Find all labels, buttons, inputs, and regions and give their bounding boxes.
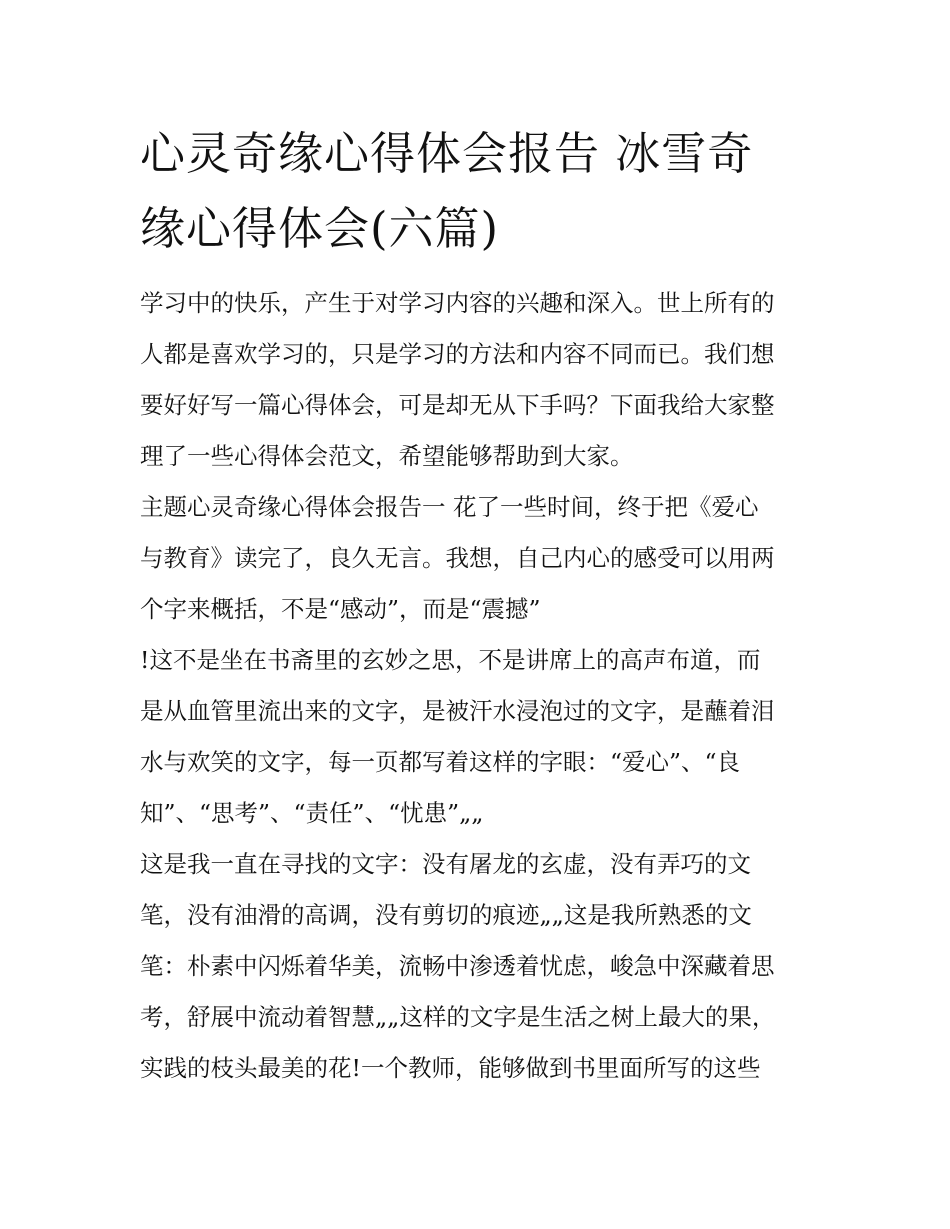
body-line: 个字来概括，不是“感动”，而是“震撼” bbox=[140, 595, 541, 623]
body-line: 笔，没有油滑的高调，没有剪切的痕迹„„这是我所熟悉的文 bbox=[140, 901, 752, 929]
body-line: 人都是喜欢学习的，只是学习的方法和内容不同而已。我们想 bbox=[140, 340, 775, 368]
body-line: 考，舒展中流动着智慧„„这样的文字是生活之树上最大的果， bbox=[140, 1003, 776, 1031]
title-line: 心灵奇缘心得体会报告 冰雪奇 bbox=[140, 127, 754, 180]
body-line: !这不是坐在书斋里的玄妙之思，不是讲席上的高声布道，而 bbox=[140, 646, 761, 674]
body-line: 主题心灵奇缘心得体会报告一 花了一些时间，终于把《爱心 bbox=[140, 493, 759, 521]
body-line: 水与欢笑的文字，每一页都写着这样的字眼：“爱心”、“良 bbox=[140, 748, 741, 776]
body-line: 学习中的快乐，产生于对学习内容的兴趣和深入。世上所有的 bbox=[140, 289, 775, 317]
body-line: 是从血管里流出来的文字，是被汗水浸泡过的文字，是蘸着泪 bbox=[140, 697, 775, 725]
body-line: 实践的枝头最美的花!一个教师，能够做到书里面所写的这些 bbox=[140, 1054, 761, 1082]
body-line: 要好好写一篇心得体会，可是却无从下手吗？下面我给大家整 bbox=[140, 391, 775, 419]
document-body bbox=[140, 278, 820, 1094]
title-line: 缘心得体会(六篇) bbox=[140, 202, 500, 255]
body-line: 这是我一直在寻找的文字：没有屠龙的玄虚，没有弄巧的文 bbox=[140, 850, 751, 878]
body-line: 笔：朴素中闪烁着华美，流畅中渗透着忧虑，峻急中深藏着思 bbox=[140, 952, 775, 980]
body-line: 理了一些心得体会范文，希望能够帮助到大家。 bbox=[140, 442, 634, 470]
body-line: 与教育》读完了，良久无言。我想，自己内心的感受可以用两 bbox=[140, 544, 775, 572]
document-title bbox=[140, 116, 830, 266]
body-line: 知”、“思考”、“责任”、“忧患”„„ bbox=[140, 799, 484, 827]
